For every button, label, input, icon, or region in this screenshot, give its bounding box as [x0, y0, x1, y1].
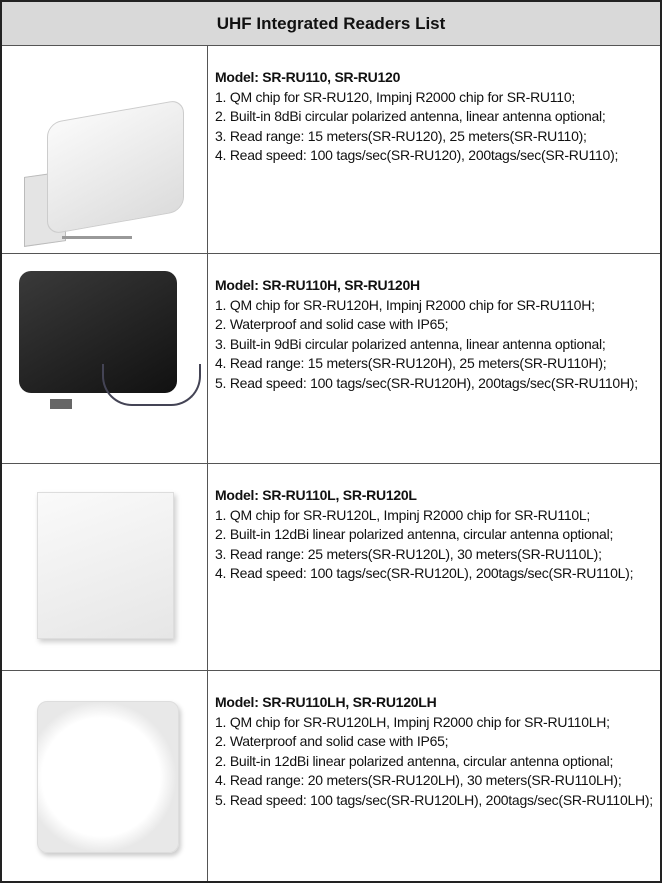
reader-specs	[208, 464, 639, 670]
feature: 1. QM chip for SR-RU120LH, Impinj R2000 chip for SR-RU110LH;	[215, 713, 610, 730]
model-name: Model: SR-RU110H, SR-RU120H	[215, 277, 420, 293]
table-row	[2, 464, 660, 671]
feature: 3. Read range: 15 meters(SR-RU120), 25 meters(SR-RU110);	[215, 127, 587, 144]
feature: 3. Built-in 9dBi circular polarized antenna, linear antenna optional;	[215, 335, 606, 352]
reader-specs	[208, 254, 644, 463]
feature: 1. QM chip for SR-RU120, Impinj R2000 chip for SR-RU110;	[215, 88, 575, 105]
model-name: Model: SR-RU110LH, SR-RU120LH	[215, 694, 437, 710]
feature: 5. Read speed: 100 tags/sec(SR-RU120H), 200tags/sec(SR-RU110H);	[215, 374, 638, 391]
feature: 2. Waterproof and solid case with IP65;	[215, 733, 449, 750]
feature: 4. Read range: 15 meters(SR-RU120H), 25 meters(SR-RU110H);	[215, 355, 607, 372]
model-name: Model: SR-RU110, SR-RU120	[215, 69, 401, 85]
feature: 4. Read speed: 100 tags/sec(SR-RU120), 200tags/sec(SR-RU110);	[215, 147, 619, 164]
table-row	[2, 46, 660, 254]
reader-image-ru110lh	[2, 671, 208, 881]
reader-specs	[208, 671, 659, 881]
table-title: UHF Integrated Readers List	[2, 2, 660, 46]
feature: 2. Built-in 8dBi circular polarized antenna, linear antenna optional;	[215, 108, 606, 125]
feature: 5. Read speed: 100 tags/sec(SR-RU120LH), 200tags/sec(SR-RU110LH);	[215, 791, 653, 808]
table-row	[2, 254, 660, 464]
feature: 1. QM chip for SR-RU120H, Impinj R2000 chip for SR-RU110H;	[215, 296, 595, 313]
feature: 4. Read range: 20 meters(SR-RU120LH), 30 meters(SR-RU110LH);	[215, 772, 622, 789]
feature: 2. Built-in 12dBi linear polarized antenna, circular antenna optional;	[215, 526, 614, 543]
reader-image-ru110l	[2, 464, 208, 670]
reader-image-ru110h	[2, 254, 208, 463]
feature: 1. QM chip for SR-RU120L, Impinj R2000 chip for SR-RU110L;	[215, 506, 591, 523]
reader-image-ru110	[2, 46, 208, 253]
feature: 2. Built-in 12dBi linear polarized antenna, circular antenna optional;	[215, 752, 614, 769]
feature: 2. Waterproof and solid case with IP65;	[215, 316, 449, 333]
feature: 4. Read speed: 100 tags/sec(SR-RU120L), 200tags/sec(SR-RU110L);	[215, 565, 634, 582]
feature: 3. Read range: 25 meters(SR-RU120L), 30 meters(SR-RU110L);	[215, 545, 602, 562]
model-name: Model: SR-RU110L, SR-RU120L	[215, 487, 417, 503]
reader-specs	[208, 46, 624, 253]
table-row	[2, 671, 660, 881]
